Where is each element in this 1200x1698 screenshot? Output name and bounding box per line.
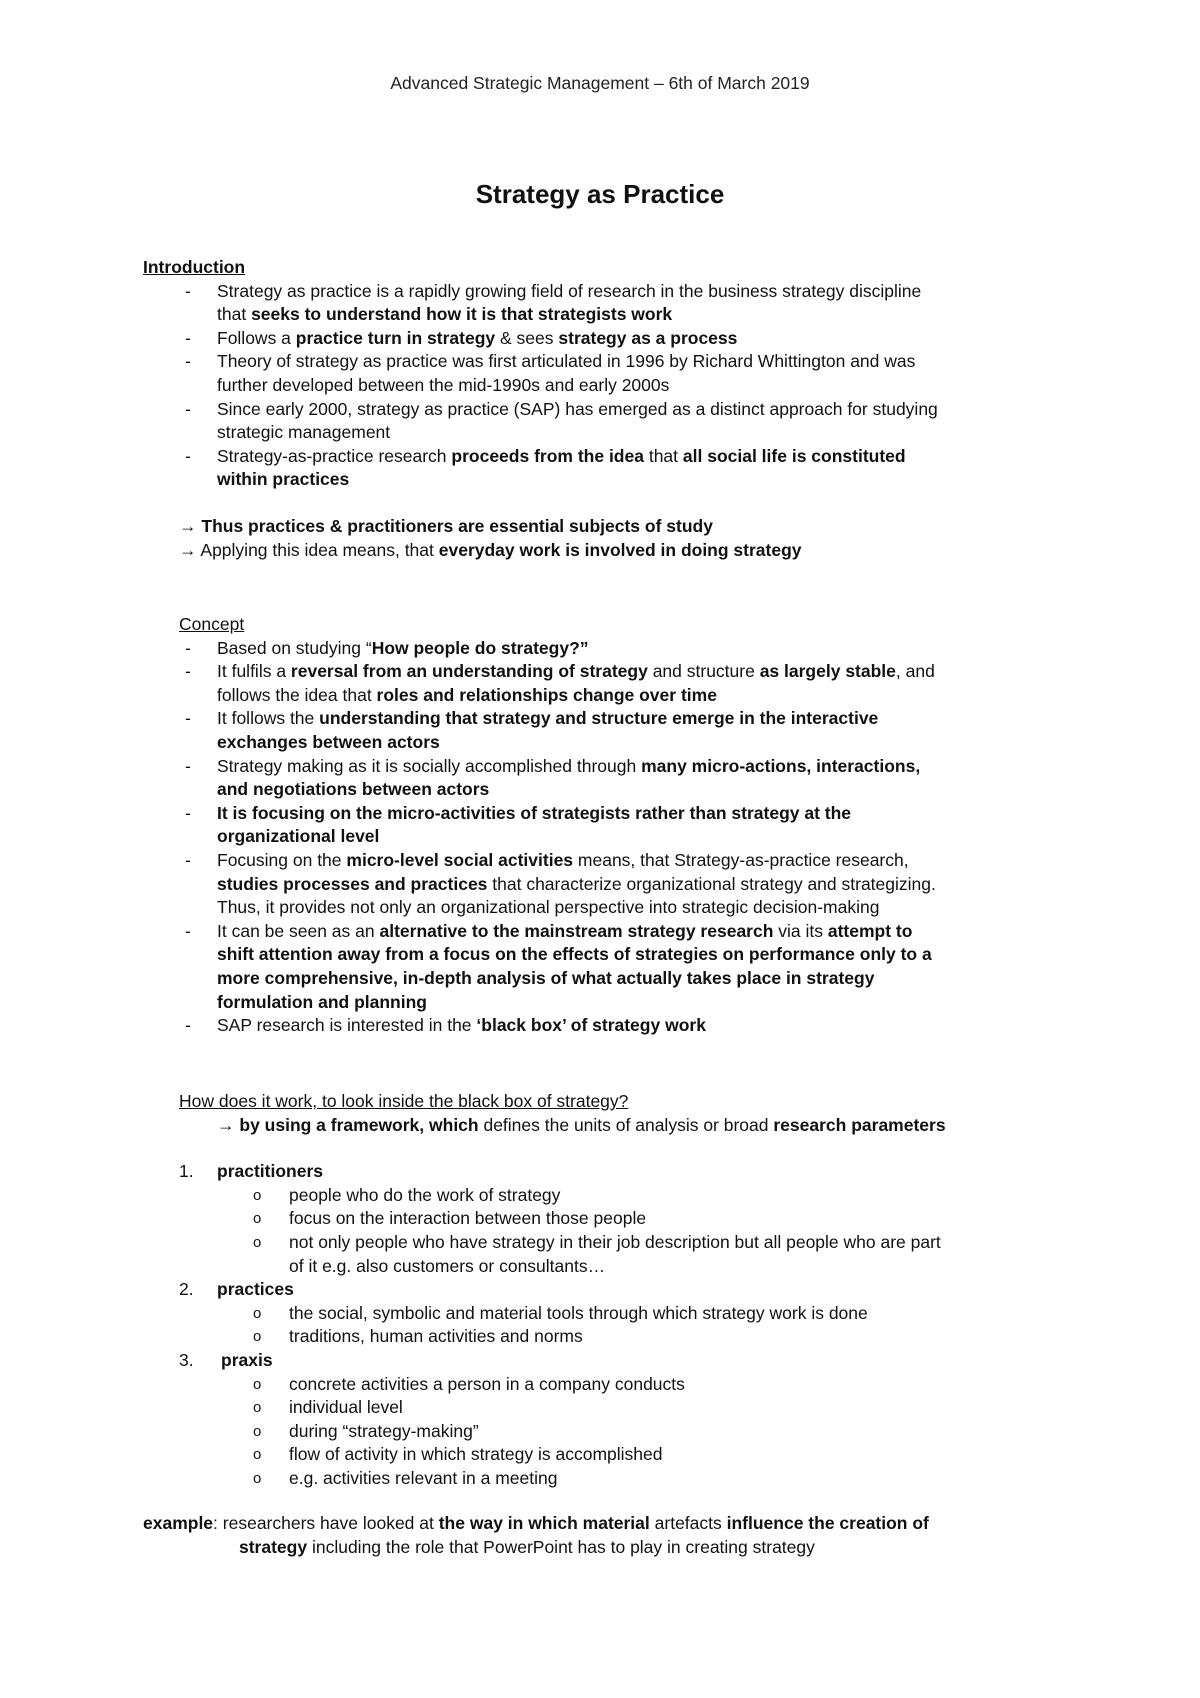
list-item: - Based on studying “How people do strategy?”	[143, 637, 1063, 661]
intro-list	[143, 280, 1063, 492]
list-item: - It follows the understanding that strategy and structure emerge in the interactive exchanges between actors	[185, 708, 879, 752]
list-item: - It can be seen as an alternative to the mainstream strategy research via its attempt to shift attention away from a focus on the effects of strategies on performance only to a more comprehensive, in-depth analysis of what actually takes place in strategy formulation and planning	[185, 920, 932, 1012]
list-item: o concrete activities a person in a company conducts	[143, 1373, 1063, 1397]
concept-heading: Concept	[179, 614, 245, 634]
dash-bullet: -	[185, 755, 191, 776]
arrow-icon: →	[217, 1114, 235, 1135]
intro-arrow-1: → Thus practices & practitioners are essential subjects of study	[179, 515, 713, 536]
list-item: o not only people who have strategy in their job description but all people who are part of it e.g. also customers or consultants…	[253, 1231, 941, 1276]
framework-item-practices: 2. practices	[179, 1279, 294, 1300]
dash-bullet: -	[185, 398, 191, 419]
dash-bullet: -	[185, 445, 191, 466]
list-item: - It fulfils a reversal from an understanding of strategy and structure as largely stable, and follows the idea that roles and relationships change over time	[185, 661, 935, 705]
circle-bullet: o	[253, 1304, 262, 1322]
list-item: o e.g. activities relevant in a meeting	[143, 1467, 1063, 1491]
dash-bullet: -	[185, 637, 191, 658]
intro-section	[143, 256, 1063, 562]
dash-bullet: -	[185, 849, 191, 870]
list-item: - Strategy as practice is a rapidly growing field of research in the business strategy discipline that seeks to understand how it is that strategists work	[185, 280, 922, 325]
dash-bullet: -	[185, 708, 191, 729]
framework-item-practitioners: 1. practitioners	[179, 1161, 323, 1182]
framework-item-praxis: 3. praxis	[179, 1349, 273, 1370]
circle-bullet: o	[253, 1399, 262, 1417]
circle-bullet: o	[253, 1375, 262, 1393]
dash-bullet: -	[185, 1015, 191, 1036]
concept-list	[143, 637, 1063, 1038]
document-header: Advanced Strategic Management – 6th of March 2019	[390, 73, 810, 93]
praxis-sublist	[143, 1373, 1063, 1491]
example-label: example	[143, 1513, 214, 1533]
example-paragraph: example: researchers have looked at the way in which material artefacts influence the creation of strategy including the role that PowerPoint has to play in creating strategy	[143, 1513, 929, 1557]
concept-section	[143, 613, 1063, 1038]
list-item: o the social, symbolic and material tools through which strategy work is done	[143, 1302, 1063, 1326]
circle-bullet: o	[253, 1186, 262, 1204]
list-item: - Strategy making as it is socially accomplished through many micro-actions, interactions, and negotiations between actors	[185, 755, 921, 800]
list-item: o people who do the work of strategy	[143, 1184, 1063, 1208]
list-item: o flow of activity in which strategy is accomplished	[143, 1443, 1063, 1467]
practices-sublist	[143, 1302, 1063, 1349]
dash-bullet: -	[185, 351, 191, 372]
arrow-icon: →	[179, 515, 197, 536]
dash-bullet: -	[185, 802, 191, 823]
intro-heading: Introduction	[143, 257, 246, 277]
dash-bullet: -	[185, 327, 191, 348]
intro-arrow-2: → Applying this idea means, that everyday work is involved in doing strategy	[179, 539, 802, 560]
practitioners-sublist	[143, 1184, 1063, 1278]
circle-bullet: o	[253, 1210, 262, 1228]
list-item: o individual level	[143, 1396, 1063, 1420]
dash-bullet: -	[185, 280, 191, 301]
circle-bullet: o	[253, 1328, 262, 1346]
circle-bullet: o	[253, 1422, 262, 1440]
how-arrow-line: → by using a framework, which defines the units of analysis or broad research parameters	[217, 1114, 946, 1135]
dash-bullet: -	[185, 661, 191, 682]
list-item: o during “strategy-making”	[143, 1420, 1063, 1444]
page-title: Strategy as Practice	[475, 179, 725, 209]
dash-bullet: -	[185, 920, 191, 941]
how-section	[143, 1090, 1063, 1491]
list-item: o traditions, human activities and norms	[143, 1325, 1063, 1349]
list-item: - Since early 2000, strategy as practice (SAP) has emerged as a distinct approach for studying strategic management	[185, 398, 938, 443]
list-item: - Strategy-as-practice research proceeds from the idea that all social life is constituted within practices	[185, 445, 906, 490]
arrow-icon: →	[179, 539, 197, 560]
circle-bullet: o	[253, 1446, 262, 1464]
list-item: - SAP research is interested in the ‘black box’ of strategy work	[143, 1014, 1063, 1038]
how-heading: How does it work, to look inside the black box of strategy?	[179, 1091, 629, 1111]
list-item: - Theory of strategy as practice was first articulated in 1996 by Richard Whittington and was further developed between the mid-1990s and early 2000s	[185, 351, 916, 395]
list-item: o focus on the interaction between those people	[143, 1207, 1063, 1231]
circle-bullet: o	[253, 1469, 262, 1487]
list-item: - Follows a practice turn in strategy & sees strategy as a process	[143, 327, 1063, 351]
list-item: - Focusing on the micro-level social activities means, that Strategy-as-practice research, studies processes and practices that characterize organizational strategy and strategizing. Thus, it provides not only an organizational perspective into strategic decision-making	[185, 849, 936, 918]
circle-bullet: o	[253, 1233, 262, 1251]
list-item: - It is focusing on the micro-activities of strategists rather than strategy at the organizational level	[185, 802, 852, 847]
